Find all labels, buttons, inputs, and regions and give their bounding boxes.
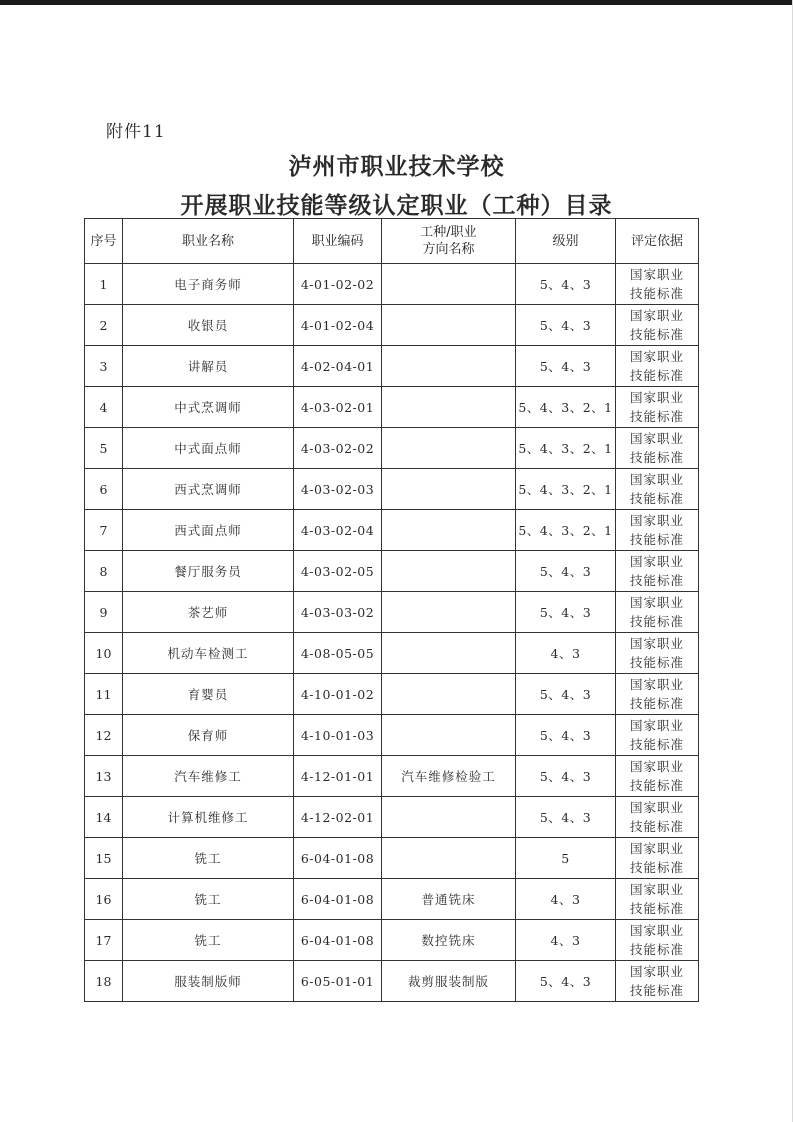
occupation-name: 计算机维修工 bbox=[123, 797, 294, 838]
occupation-code: 4-03-02-02 bbox=[294, 428, 382, 469]
row-index: 1 bbox=[85, 264, 123, 305]
basis-line1: 国家职业 bbox=[629, 800, 684, 815]
table-row bbox=[85, 387, 699, 428]
level-list: 5、4、3 bbox=[516, 264, 616, 305]
basis-line2: 技能标准 bbox=[629, 819, 684, 834]
row-index: 15 bbox=[85, 838, 123, 879]
occupation-name: 服装制版师 bbox=[123, 961, 294, 1002]
occupation-name: 电子商务师 bbox=[123, 264, 294, 305]
level-list: 4、3 bbox=[516, 879, 616, 920]
occupation-code: 4-03-02-03 bbox=[294, 469, 382, 510]
work-type-direction bbox=[382, 715, 516, 756]
assessment-basis bbox=[616, 592, 699, 633]
basis-line1: 国家职业 bbox=[629, 513, 684, 528]
row-index: 2 bbox=[85, 305, 123, 346]
row-index: 17 bbox=[85, 920, 123, 961]
basis-line1: 国家职业 bbox=[629, 431, 684, 446]
occupation-code: 4-08-05-05 bbox=[294, 633, 382, 674]
occupation-name: 铣工 bbox=[123, 920, 294, 961]
basis-line1: 国家职业 bbox=[629, 677, 684, 692]
level-list: 5、4、3 bbox=[516, 551, 616, 592]
occupation-code: 4-03-02-01 bbox=[294, 387, 382, 428]
basis-line2: 技能标准 bbox=[629, 614, 684, 629]
occupation-name: 讲解员 bbox=[123, 346, 294, 387]
basis-line2: 技能标准 bbox=[629, 860, 684, 875]
basis-line2: 技能标准 bbox=[629, 737, 684, 752]
table-row bbox=[85, 346, 699, 387]
level-list: 5、4、3 bbox=[516, 305, 616, 346]
table-row bbox=[85, 797, 699, 838]
work-type-direction bbox=[382, 510, 516, 551]
row-index: 8 bbox=[85, 551, 123, 592]
occupation-code: 4-10-01-02 bbox=[294, 674, 382, 715]
basis-line2: 技能标准 bbox=[629, 450, 684, 465]
assessment-basis bbox=[616, 633, 699, 674]
occupation-name: 中式烹调师 bbox=[123, 387, 294, 428]
work-type-direction bbox=[382, 797, 516, 838]
work-type-direction: 汽车维修检验工 bbox=[382, 756, 516, 797]
basis-line2: 技能标准 bbox=[629, 573, 684, 588]
assessment-basis bbox=[616, 674, 699, 715]
occupation-code: 4-01-02-02 bbox=[294, 264, 382, 305]
work-type-direction: 数控铣床 bbox=[382, 920, 516, 961]
assessment-basis bbox=[616, 756, 699, 797]
row-index: 7 bbox=[85, 510, 123, 551]
assessment-basis bbox=[616, 551, 699, 592]
level-list: 5、4、3、2、1 bbox=[516, 469, 616, 510]
basis-line1: 国家职业 bbox=[629, 759, 684, 774]
level-list: 4、3 bbox=[516, 920, 616, 961]
row-index: 3 bbox=[85, 346, 123, 387]
occupation-code: 6-04-01-08 bbox=[294, 879, 382, 920]
basis-line1: 国家职业 bbox=[629, 472, 684, 487]
table-row bbox=[85, 305, 699, 346]
level-list: 5、4、3、2、1 bbox=[516, 428, 616, 469]
occupation-code: 4-10-01-03 bbox=[294, 715, 382, 756]
header-level: 级别 bbox=[516, 219, 616, 264]
basis-line2: 技能标准 bbox=[629, 901, 684, 916]
header-index: 序号 bbox=[85, 219, 123, 264]
table-row bbox=[85, 469, 699, 510]
level-list: 5、4、3 bbox=[516, 797, 616, 838]
header-basis: 评定依据 bbox=[616, 219, 699, 264]
table-row bbox=[85, 756, 699, 797]
header-work-type-direction bbox=[382, 219, 516, 264]
work-type-direction bbox=[382, 428, 516, 469]
table-row bbox=[85, 674, 699, 715]
scan-border-top bbox=[0, 0, 793, 5]
basis-line1: 国家职业 bbox=[629, 349, 684, 364]
occupation-code: 4-03-03-02 bbox=[294, 592, 382, 633]
table-row bbox=[85, 551, 699, 592]
work-type-direction bbox=[382, 674, 516, 715]
occupation-name: 育婴员 bbox=[123, 674, 294, 715]
table-row bbox=[85, 510, 699, 551]
basis-line1: 国家职业 bbox=[629, 554, 684, 569]
table-row bbox=[85, 879, 699, 920]
occupation-name: 铣工 bbox=[123, 838, 294, 879]
basis-line1: 国家职业 bbox=[629, 841, 684, 856]
work-type-direction: 普通铣床 bbox=[382, 879, 516, 920]
occupation-code: 4-12-01-01 bbox=[294, 756, 382, 797]
work-type-direction bbox=[382, 551, 516, 592]
assessment-basis bbox=[616, 510, 699, 551]
work-type-direction bbox=[382, 305, 516, 346]
basis-line2: 技能标准 bbox=[629, 327, 684, 342]
header-work-type-line1: 工种/职业 bbox=[420, 225, 477, 240]
basis-line1: 国家职业 bbox=[629, 595, 684, 610]
occupation-name: 餐厅服务员 bbox=[123, 551, 294, 592]
basis-line2: 技能标准 bbox=[629, 409, 684, 424]
level-list: 5 bbox=[516, 838, 616, 879]
level-list: 5、4、3、2、1 bbox=[516, 387, 616, 428]
basis-line1: 国家职业 bbox=[629, 636, 684, 651]
assessment-basis bbox=[616, 428, 699, 469]
assessment-basis bbox=[616, 264, 699, 305]
level-list: 5、4、3 bbox=[516, 961, 616, 1002]
basis-line1: 国家职业 bbox=[629, 390, 684, 405]
assessment-basis bbox=[616, 469, 699, 510]
table-row bbox=[85, 838, 699, 879]
occupation-name: 中式面点师 bbox=[123, 428, 294, 469]
occupation-name: 保育师 bbox=[123, 715, 294, 756]
basis-line1: 国家职业 bbox=[629, 882, 684, 897]
occupation-code: 4-03-02-05 bbox=[294, 551, 382, 592]
basis-line1: 国家职业 bbox=[629, 308, 684, 323]
attachment-label: 附件11 bbox=[106, 122, 166, 142]
assessment-basis bbox=[616, 305, 699, 346]
work-type-direction: 裁剪服装制版 bbox=[382, 961, 516, 1002]
row-index: 16 bbox=[85, 879, 123, 920]
header-occupation-code: 职业编码 bbox=[294, 219, 382, 264]
occupation-name: 茶艺师 bbox=[123, 592, 294, 633]
basis-line1: 国家职业 bbox=[629, 718, 684, 733]
header-work-type-line2: 方向名称 bbox=[422, 242, 475, 257]
occupation-code: 4-12-02-01 bbox=[294, 797, 382, 838]
level-list: 5、4、3 bbox=[516, 756, 616, 797]
level-list: 5、4、3 bbox=[516, 674, 616, 715]
level-list: 5、4、3 bbox=[516, 592, 616, 633]
table-row bbox=[85, 633, 699, 674]
work-type-direction bbox=[382, 838, 516, 879]
occupation-code: 6-04-01-08 bbox=[294, 838, 382, 879]
basis-line2: 技能标准 bbox=[629, 491, 684, 506]
work-type-direction bbox=[382, 264, 516, 305]
row-index: 6 bbox=[85, 469, 123, 510]
occupation-catalog-table bbox=[84, 218, 699, 1002]
row-index: 13 bbox=[85, 756, 123, 797]
row-index: 4 bbox=[85, 387, 123, 428]
occupation-name: 铣工 bbox=[123, 879, 294, 920]
basis-line2: 技能标准 bbox=[629, 532, 684, 547]
table-header-row bbox=[85, 219, 699, 264]
occupation-name: 汽车维修工 bbox=[123, 756, 294, 797]
occupation-name: 西式烹调师 bbox=[123, 469, 294, 510]
header-occupation-name: 职业名称 bbox=[123, 219, 294, 264]
basis-line2: 技能标准 bbox=[629, 778, 684, 793]
work-type-direction bbox=[382, 592, 516, 633]
table-row bbox=[85, 264, 699, 305]
level-list: 5、4、3 bbox=[516, 715, 616, 756]
document-title-line2: 开展职业技能等级认定职业（工种）目录 bbox=[180, 192, 613, 219]
table-body bbox=[85, 264, 699, 1002]
assessment-basis bbox=[616, 346, 699, 387]
basis-line2: 技能标准 bbox=[629, 368, 684, 383]
row-index: 11 bbox=[85, 674, 123, 715]
assessment-basis bbox=[616, 715, 699, 756]
row-index: 9 bbox=[85, 592, 123, 633]
basis-line1: 国家职业 bbox=[629, 964, 684, 979]
basis-line2: 技能标准 bbox=[629, 942, 684, 957]
level-list: 5、4、3 bbox=[516, 346, 616, 387]
work-type-direction bbox=[382, 387, 516, 428]
occupation-code: 6-04-01-08 bbox=[294, 920, 382, 961]
occupation-name: 西式面点师 bbox=[123, 510, 294, 551]
table-row bbox=[85, 715, 699, 756]
assessment-basis bbox=[616, 961, 699, 1002]
occupation-code: 4-01-02-04 bbox=[294, 305, 382, 346]
row-index: 5 bbox=[85, 428, 123, 469]
occupation-code: 4-03-02-04 bbox=[294, 510, 382, 551]
level-list: 5、4、3、2、1 bbox=[516, 510, 616, 551]
basis-line1: 国家职业 bbox=[629, 923, 684, 938]
basis-line2: 技能标准 bbox=[629, 696, 684, 711]
assessment-basis bbox=[616, 838, 699, 879]
basis-line2: 技能标准 bbox=[629, 983, 684, 998]
occupation-name: 机动车检测工 bbox=[123, 633, 294, 674]
assessment-basis bbox=[616, 387, 699, 428]
assessment-basis bbox=[616, 879, 699, 920]
row-index: 14 bbox=[85, 797, 123, 838]
table-row bbox=[85, 592, 699, 633]
work-type-direction bbox=[382, 469, 516, 510]
row-index: 12 bbox=[85, 715, 123, 756]
table-row bbox=[85, 428, 699, 469]
table-row bbox=[85, 961, 699, 1002]
occupation-name: 收银员 bbox=[123, 305, 294, 346]
assessment-basis bbox=[616, 797, 699, 838]
row-index: 10 bbox=[85, 633, 123, 674]
row-index: 18 bbox=[85, 961, 123, 1002]
assessment-basis bbox=[616, 920, 699, 961]
level-list: 4、3 bbox=[516, 633, 616, 674]
work-type-direction bbox=[382, 633, 516, 674]
occupation-code: 6-05-01-01 bbox=[294, 961, 382, 1002]
basis-line2: 技能标准 bbox=[629, 286, 684, 301]
table-row bbox=[85, 920, 699, 961]
work-type-direction bbox=[382, 346, 516, 387]
basis-line1: 国家职业 bbox=[629, 267, 684, 282]
occupation-code: 4-02-04-01 bbox=[294, 346, 382, 387]
basis-line2: 技能标准 bbox=[629, 655, 684, 670]
document-title-line1: 泸州市职业技术学校 bbox=[288, 153, 505, 180]
